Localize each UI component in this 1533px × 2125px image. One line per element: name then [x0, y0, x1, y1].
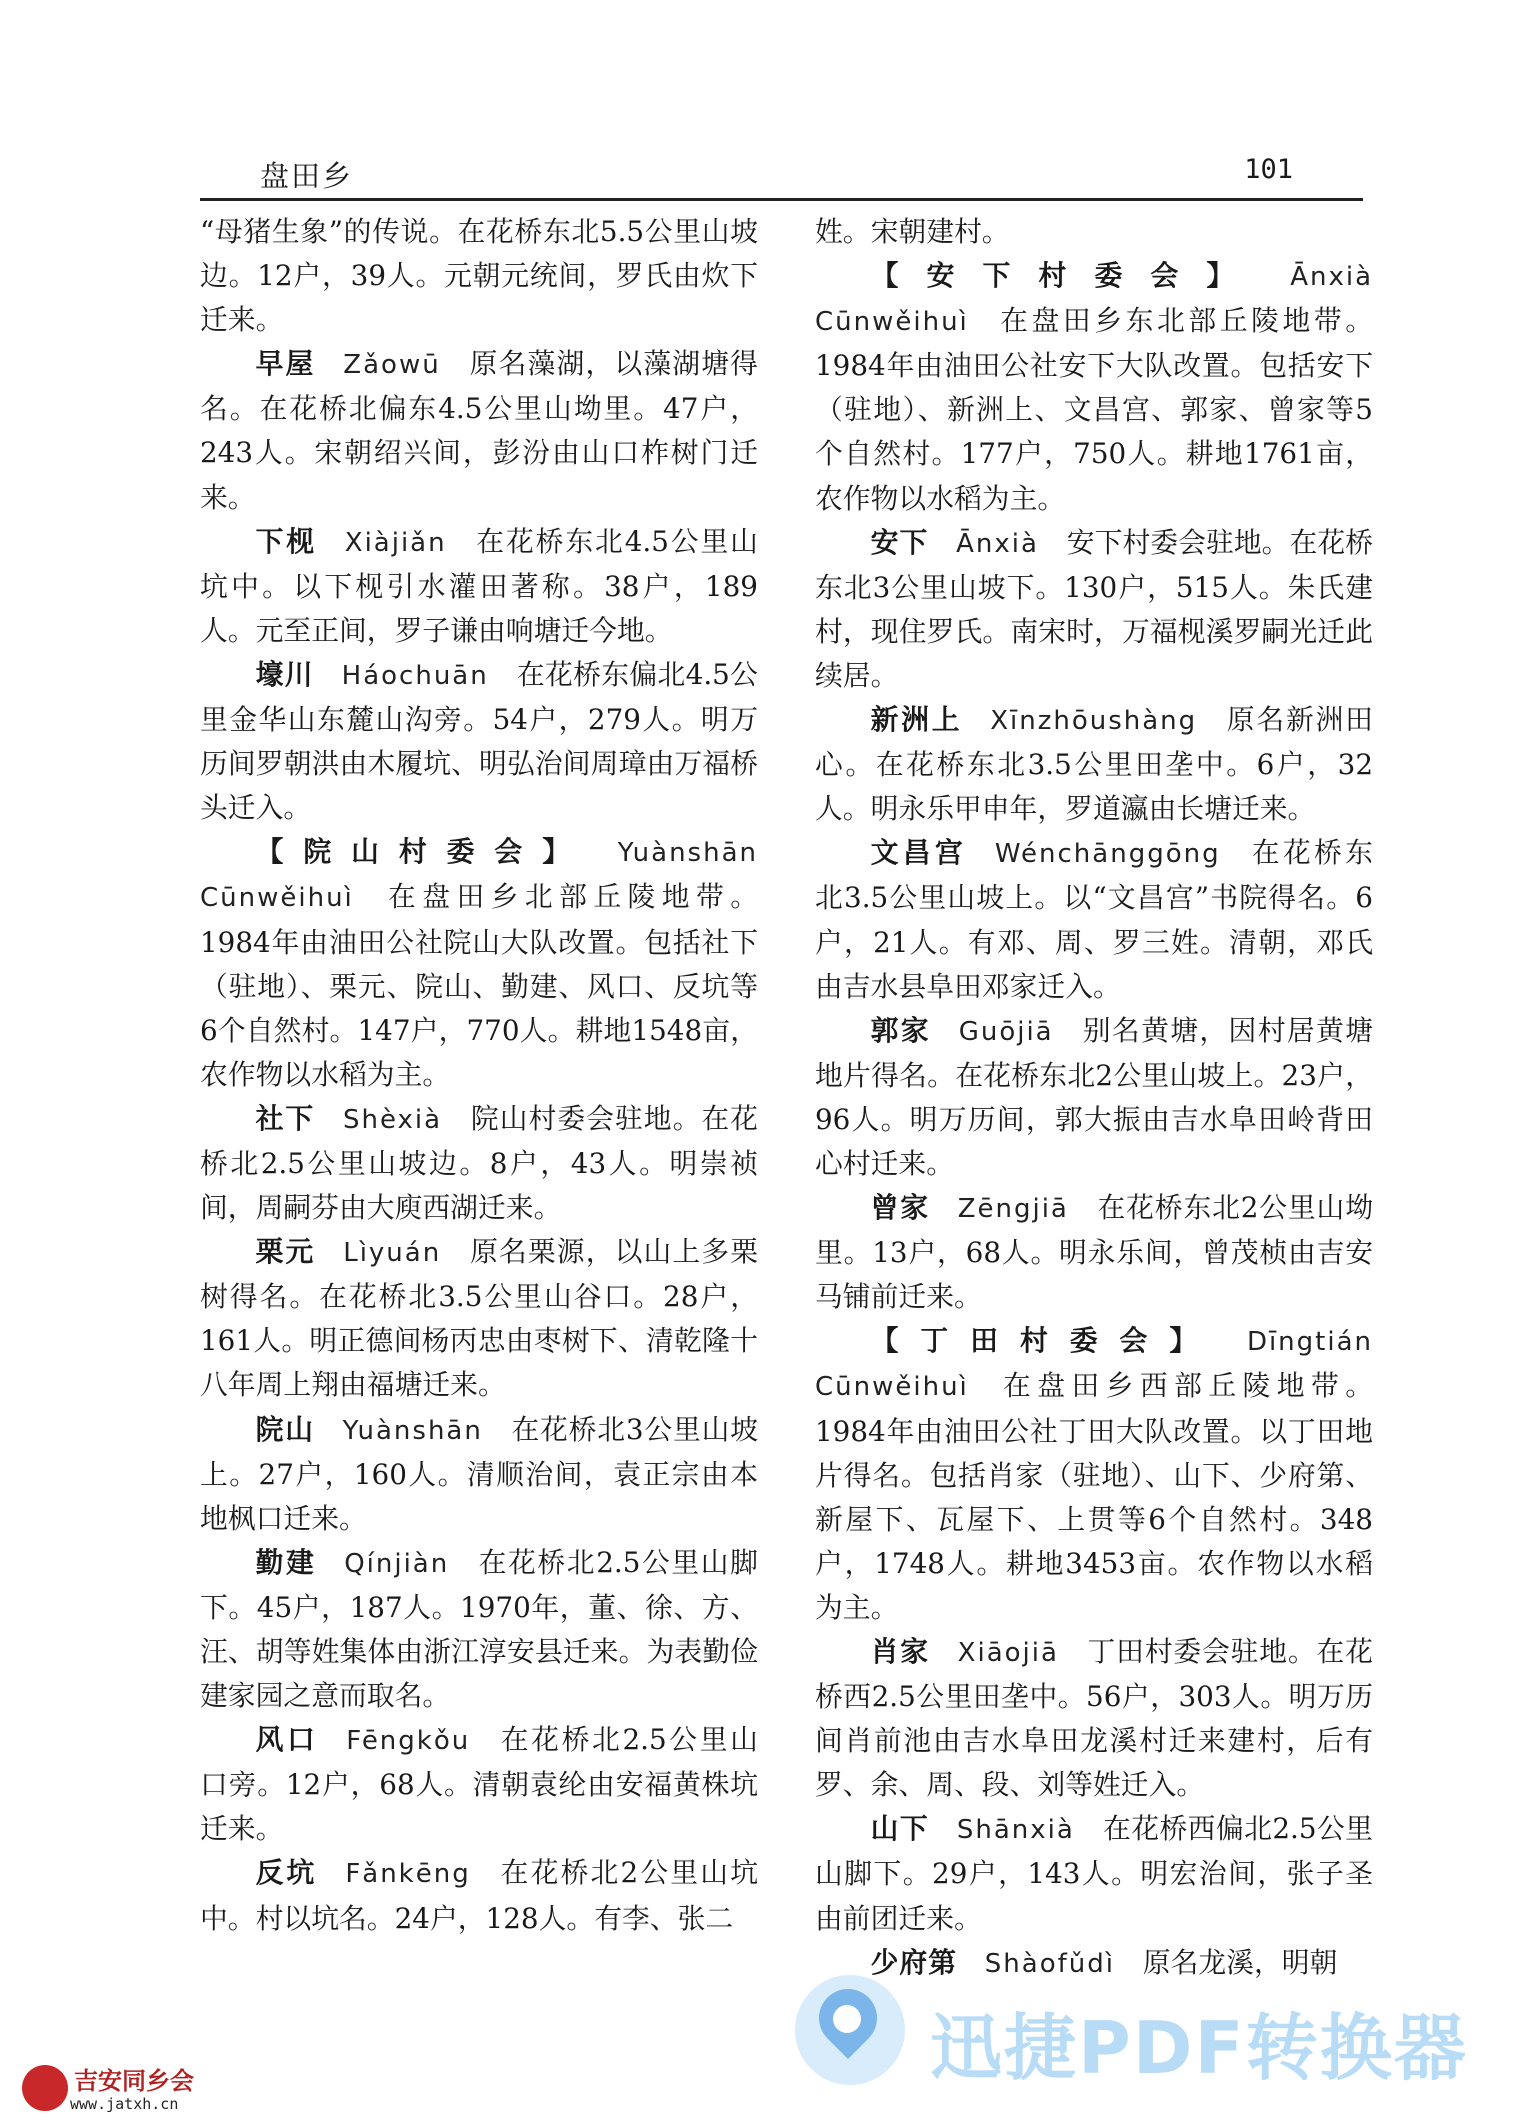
gazetteer-entry — [200, 1718, 758, 1851]
gazetteer-entry — [815, 1807, 1373, 1940]
entry-pinyin: Yuànshān Cūnwěihuì — [200, 838, 758, 914]
entry-text: 在花桥北3公里山坡上。27户，160人。清顺治间，袁正宗由本地枫口迁来。 — [200, 1412, 758, 1535]
entry-text: 姓。宋朝建村。 — [815, 215, 1010, 248]
entry-headword: 安下 — [870, 525, 929, 559]
page-number: 101 — [1244, 154, 1293, 185]
entry-headword: 栗元 — [255, 1235, 316, 1269]
entry-headword: 院山 — [255, 1412, 315, 1446]
gazetteer-entry — [815, 521, 1373, 698]
gazetteer-entry — [200, 520, 758, 653]
entry-headword: 【院山村委会】 — [255, 835, 590, 869]
entry-text: 在花桥西偏北2.5公里山脚下。29户，143人。明宏治间，张子圣由前团迁来。 — [815, 1812, 1373, 1935]
entry-headword: 【安下村委会】 — [870, 259, 1263, 293]
entry-text: 原名龙溪，明朝 — [1142, 1945, 1338, 1979]
entry-headword: 郭家 — [870, 1013, 931, 1047]
entry-pinyin: Guōjiā — [958, 1016, 1054, 1047]
entry-headword: 曾家 — [870, 1191, 930, 1225]
entry-text: 原名栗源，以山上多栗树得名。在花桥北3.5公里山谷口。28户，161人。明正德间杨丙忠由枣树下、清乾隆十八年周上翔由福塘迁来。 — [200, 1235, 758, 1402]
gazetteer-entry — [200, 1408, 758, 1541]
stamp-name: 吉安同乡会 — [74, 2066, 194, 2095]
entry-text: 丁田村委会驻地。在花桥西2.5公里田垄中。56户，303人。明万历间肖前池由吉水阜田龙溪村迁来建村，后有罗、余、周、段、刘等姓迁入。 — [815, 1635, 1373, 1802]
entry-pinyin: Xiāojiā — [957, 1638, 1059, 1668]
entry-text: 在花桥东北4.5公里山坑中。以下枧引水灌田著称。38户，189人。元至正间，罗子谦由响塘迁今地。 — [200, 524, 758, 647]
entry-pinyin: Ānxià — [956, 528, 1039, 559]
entry-text: 在花桥北2公里山坑中。村以坑名。24户，128人。有李、张二 — [200, 1856, 758, 1935]
entry-text: 在花桥北2.5公里山口旁。12户，68人。清朝袁纶由安福黄株坑迁来。 — [200, 1723, 758, 1846]
entry-pinyin: Zēngjiā — [957, 1194, 1069, 1225]
entry-text: 在花桥东北3.5公里山坡上。以“文昌宫”书院得名。6户，21人。有邓、周、罗三姓。清朝，邓氏由吉水县阜田邓家迁入。 — [815, 836, 1373, 1003]
entry-pinyin: Yuànshān — [342, 1415, 483, 1446]
entry-text: 原名藻湖，以藻湖塘得名。在花桥北偏东4.5公里山坳里。47户，243人。宋朝绍兴间，彭汾由山口柞树门迁来。 — [200, 347, 758, 514]
gazetteer-entry — [815, 831, 1373, 1008]
gazetteer-entry — [815, 698, 1373, 831]
entry-text: 在花桥东北2公里山坳里。13户，68人。明永乐间，曾茂桢由吉安马铺前迁来。 — [815, 1191, 1373, 1314]
gazetteer-entry — [815, 1009, 1373, 1186]
entry-pinyin: Qínjiàn — [344, 1548, 450, 1579]
entry-text: 别名黄塘，因村居黄塘地片得名。在花桥东北2公里山坡上。23户，96人。明万历间，郭大振由吉水阜田岭背田心村迁来。 — [815, 1013, 1373, 1180]
entry-text: 原名新洲田心。在花桥东北3.5公里田垄中。6户，32人。明永乐甲申年，罗道瀛由长塘迁来。 — [815, 703, 1373, 826]
entry-text: 院山村委会驻地。在花桥北2.5公里山坡边。8户，43人。明崇祯间，周嗣芬由大庾西湖迁来。 — [200, 1101, 758, 1225]
entry-headword: 社下 — [255, 1101, 316, 1135]
entry-headword: 山下 — [870, 1812, 930, 1846]
entry-pinyin: Fǎnkēng — [345, 1859, 471, 1890]
entry-text: 在花桥东偏北4.5公里金华山东麓山沟旁。54户，279人。明万历间罗朝洪由木履坑、明弘治间周璋由万福桥头迁入。 — [200, 657, 758, 825]
gazetteer-entry — [200, 1851, 758, 1940]
stamp-seal-icon — [22, 2065, 68, 2111]
entry-pinyin: Shānxià — [956, 1815, 1075, 1846]
entry-headword: 肖家 — [870, 1635, 930, 1668]
entry-text: 在盘田乡东北部丘陵地带。1984年由油田公社安下大队改置。包括安下（驻地）、新洲上、文昌宫、郭家、曾家等5个自然村。177户，750人。耕地1761亩，农作物以水稻为主。 — [815, 304, 1373, 515]
entry-pinyin: Zǎowū — [343, 350, 441, 381]
gazetteer-entry — [815, 1941, 1373, 1986]
gazetteer-entry — [815, 1630, 1373, 1807]
entry-text: 在盘田乡北部丘陵地带。1984年由油田公社院山大队改置。包括社下（驻地）、栗元、院山、勤建、风口、反坑等6个自然村。147户，770人。耕地1548亩，农作物以水稻为主。 — [200, 880, 758, 1091]
stamp-url: www.jatxh.cn — [70, 2095, 179, 2113]
entry-pinyin: Shàofǔdì — [984, 1948, 1115, 1979]
entry-headword: 下枧 — [255, 524, 317, 558]
gazetteer-entry — [200, 1541, 758, 1718]
entry-text: 在盘田乡西部丘陵地带。1984年由油田公社丁田大队改置。以丁田地片得名。包括肖家（驻地）、山下、少府第、新屋下、瓦屋下、上贯等6个自然村。348户，1748人。耕地3453亩。农作物以水稻为主。 — [815, 1369, 1373, 1624]
right-column — [815, 210, 1373, 1986]
entry-pinyin: Fēngkǒu — [346, 1726, 471, 1757]
entry-pinyin: Ānxià Cūnwěihuì — [815, 262, 1373, 338]
entry-pinyin: Xīnzhōushàng — [990, 706, 1198, 737]
entry-text: 安下村委会驻地。在花桥东北3公里山坡下。130户，515人。朱氏建村，现住罗氏。南宋时，万福枧溪罗嗣光迁此续居。 — [815, 525, 1373, 692]
page-header — [200, 150, 1363, 201]
gazetteer-entry — [815, 254, 1373, 521]
gazetteer-entry — [200, 1230, 758, 1407]
entry-headword: 早屋 — [255, 347, 316, 381]
entry-headword: 反坑 — [255, 1856, 318, 1890]
watermark-text: 迅捷PDF转换器 — [930, 2006, 1468, 2090]
entry-headword: 风口 — [255, 1723, 319, 1757]
entry-headword: 壕川 — [255, 657, 314, 691]
gazetteer-entry — [200, 342, 758, 519]
gazetteer-entry — [815, 1319, 1373, 1630]
entry-headword: 少府第 — [870, 1945, 957, 1979]
entry-text: “母猪生象”的传说。在花桥东北5.5公里山坡边。12户，39人。元朝元统间，罗氏由炊下迁来。 — [200, 215, 758, 337]
entry-headword: 文昌宫 — [870, 836, 968, 870]
entry-pinyin: Lìyuán — [343, 1238, 442, 1269]
left-column — [200, 210, 758, 1941]
gazetteer-entry — [200, 830, 758, 1097]
entry-pinyin: Dīngtián Cūnwěihuì — [815, 1327, 1373, 1403]
gazetteer-entry — [815, 1186, 1373, 1319]
section-title: 盘田乡 — [260, 159, 354, 193]
watermark-logo-icon — [795, 1975, 905, 2085]
entry-headword: 新洲上 — [870, 703, 963, 737]
gazetteer-entry — [200, 653, 758, 830]
gazetteer-entry — [200, 1097, 758, 1230]
continued-text — [815, 210, 1373, 254]
continued-text — [200, 210, 758, 342]
site-stamp — [12, 2055, 212, 2125]
entry-pinyin: Shèxià — [343, 1104, 443, 1135]
entry-headword: 【丁田村委会】 — [870, 1324, 1220, 1358]
entry-pinyin: Xiàjiǎn — [344, 527, 447, 558]
entry-headword: 勤建 — [255, 1545, 317, 1579]
entry-text: 在花桥北2.5公里山脚下。45户，187人。1970年，董、徐、方、汪、胡等姓集体由浙江淳安县迁来。为表勤俭建家园之意而取名。 — [200, 1545, 758, 1713]
entry-pinyin: Wénchānggōng — [994, 839, 1221, 870]
entry-pinyin: Háochuān — [341, 660, 489, 691]
